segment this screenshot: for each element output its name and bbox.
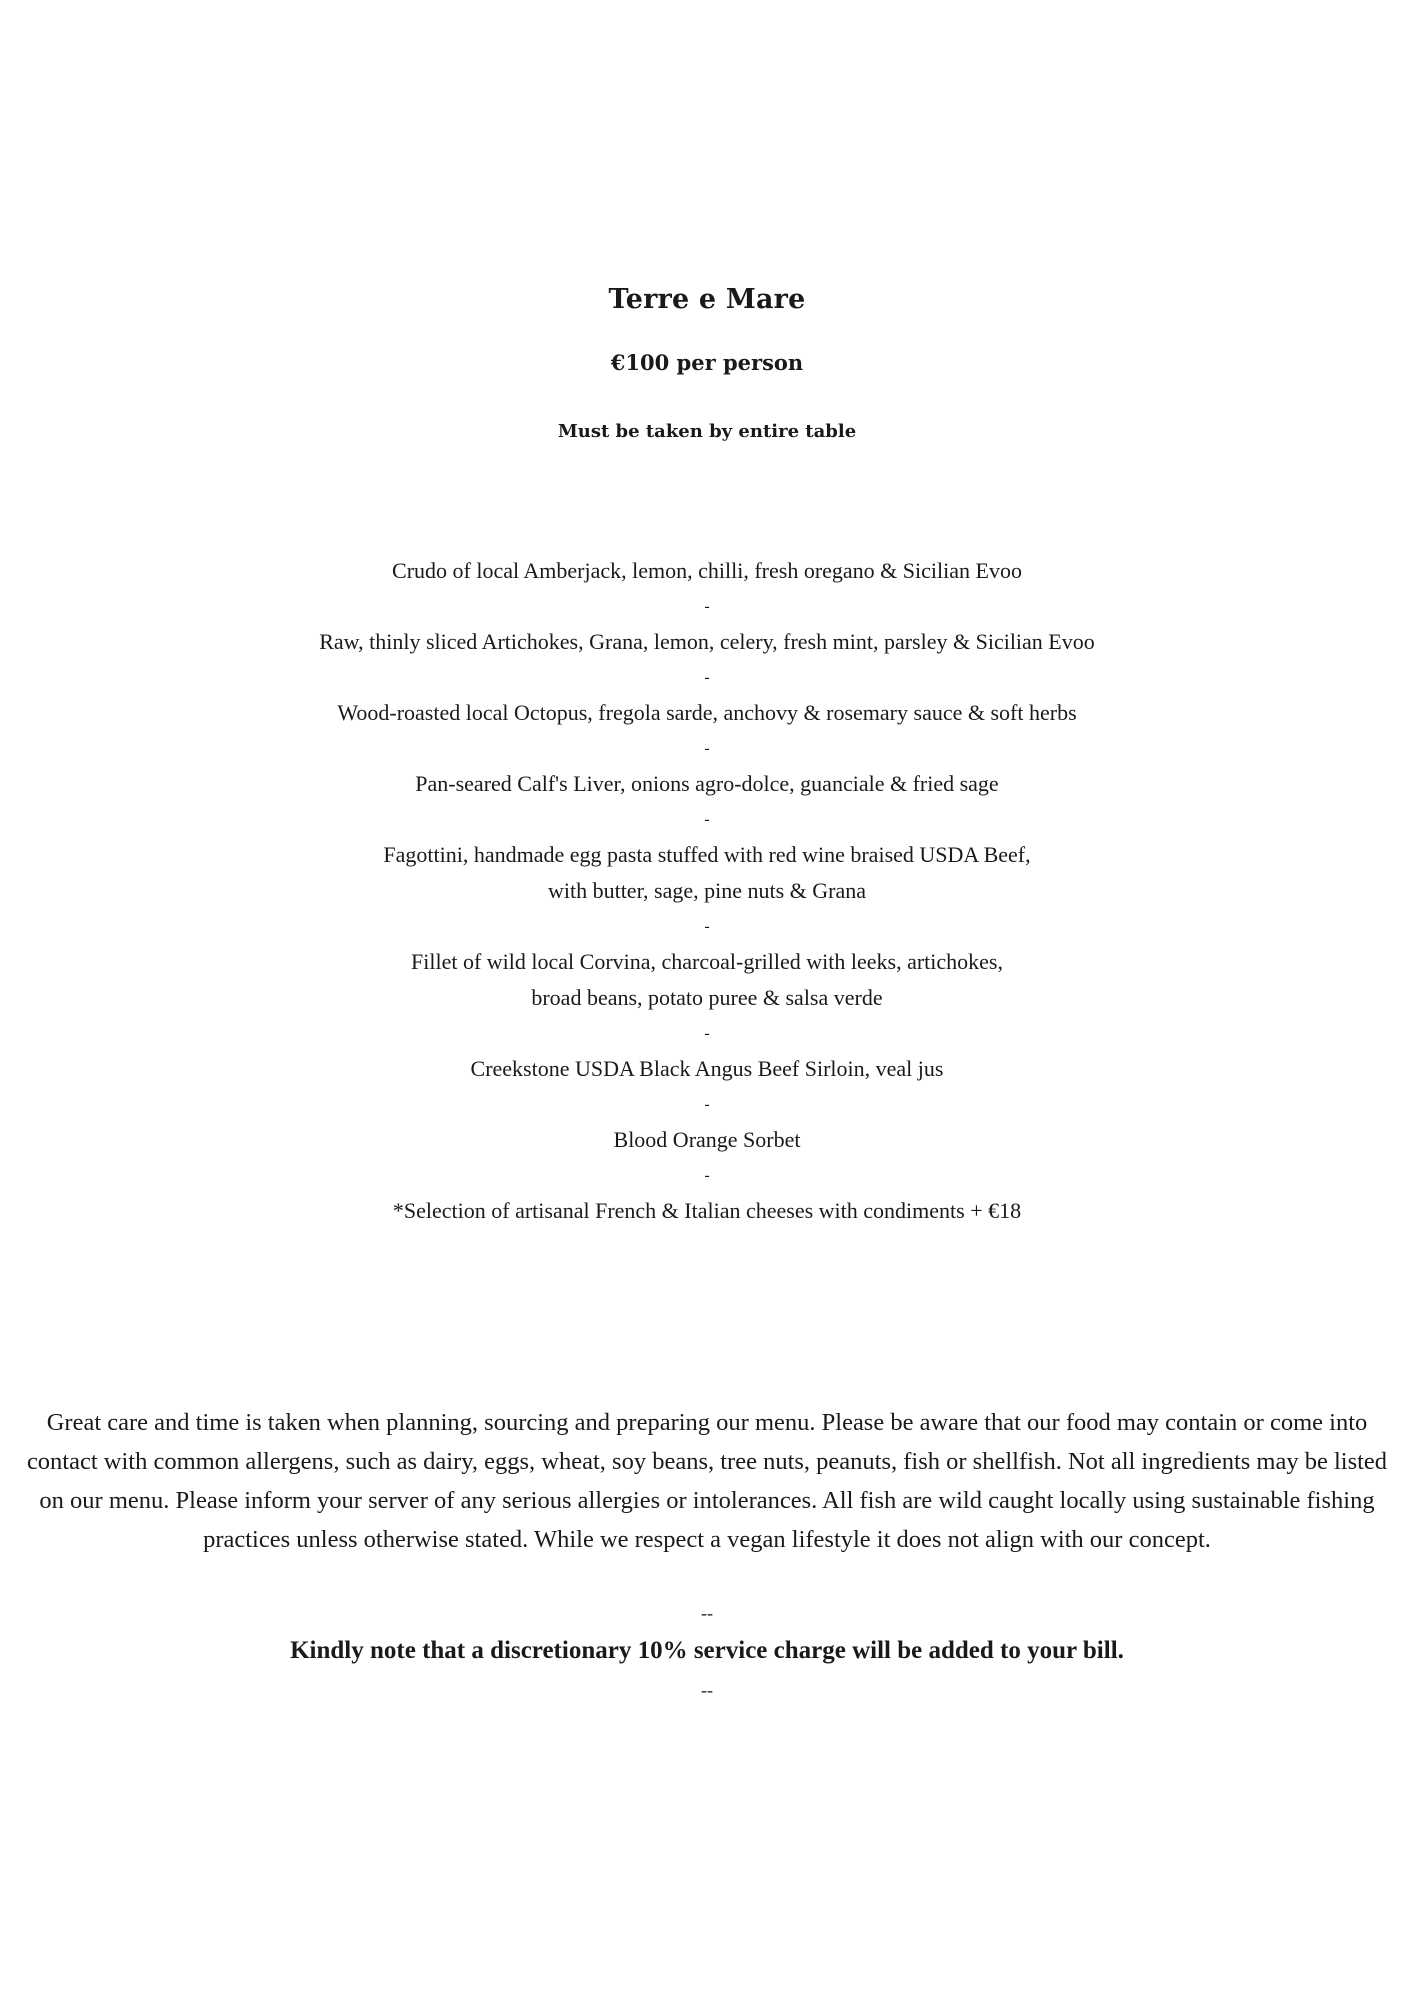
course-item: Creekstone USDA Black Angus Beef Sirloin, veal jus — [470, 1056, 944, 1081]
course-separator: - — [704, 1025, 710, 1042]
course-item: Fagottini, handmade egg pasta stuffed with red wine braised USDA Beef, — [383, 842, 1031, 867]
allergen-disclaimer: Great care and time is taken when planning, sourcing and preparing our menu. Please be aware that our food may contain or come into contact with common allergens, such as dairy, eggs, wheat, soy beans, tree nuts, peanuts, fish or shellfish. Not all ingredients may be listed on our menu. Please inform your server of any serious allergies or intolerances. All fish are wild caught locally using sustainable fishing practices unless otherwise stated. While we respect a vegan lifestyle it does not align with our concept. — [26, 1409, 1388, 1553]
menu-price: €100 per person — [610, 350, 804, 375]
course-item: Fillet of wild local Corvina, charcoal-grilled with leeks, artichokes, — [411, 949, 1003, 974]
course-separator: - — [704, 669, 710, 686]
course-item: Crudo of local Amberjack, lemon, chilli, fresh oregano & Sicilian Evoo — [392, 558, 1022, 583]
course-separator: - — [704, 598, 710, 615]
service-charge-note: Kindly note that a discretionary 10% service charge will be added to your bill. — [290, 1637, 1124, 1664]
divider-bottom: -- — [701, 1680, 713, 1700]
course-item: Blood Orange Sorbet — [613, 1127, 801, 1152]
course-item: Wood-roasted local Octopus, fregola sarde, anchovy & rosemary sauce & soft herbs — [337, 700, 1077, 725]
course-list — [0, 553, 1414, 1229]
course-item: Raw, thinly sliced Artichokes, Grana, lemon, celery, fresh mint, parsley & Sicilian Evoo — [319, 629, 1095, 654]
divider-top: -- — [701, 1603, 713, 1623]
course-separator: - — [704, 1096, 710, 1113]
course-separator: - — [704, 811, 710, 828]
course-separator: - — [704, 918, 710, 935]
course-separator: - — [704, 1167, 710, 1184]
course-item: broad beans, potato puree & salsa verde — [531, 985, 883, 1010]
course-separator: - — [704, 740, 710, 757]
menu-table-note: Must be taken by entire table — [557, 421, 857, 442]
course-item: with butter, sage, pine nuts & Grana — [547, 878, 867, 903]
menu-title: Terre e Mare — [608, 284, 806, 315]
course-item: Pan-seared Calf's Liver, onions agro-dolce, guanciale & fried sage — [415, 771, 999, 796]
course-item: *Selection of artisanal French & Italian cheeses with condiments + €18 — [392, 1198, 1022, 1223]
